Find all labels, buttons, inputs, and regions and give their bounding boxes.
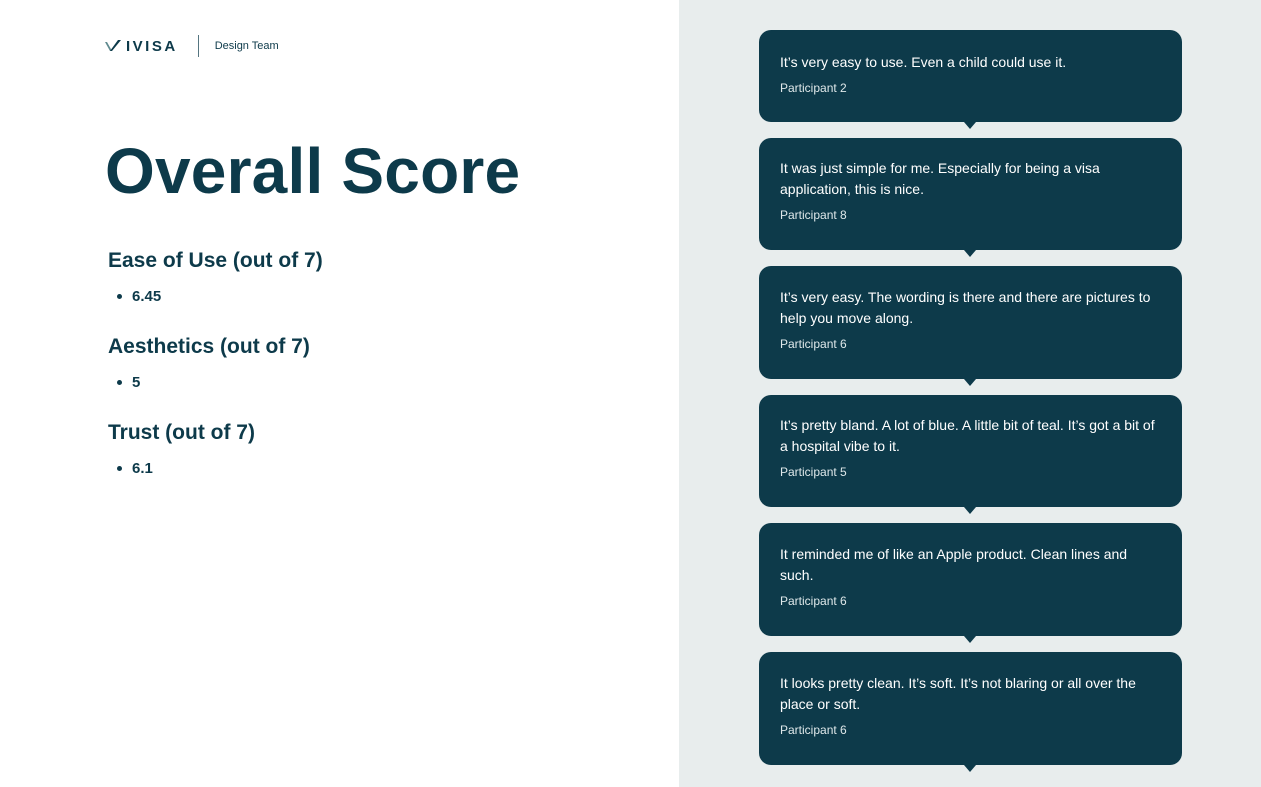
bullet-icon: [117, 380, 122, 385]
quote-author: Participant 8: [780, 208, 847, 222]
logo-text: IVISA: [126, 37, 178, 55]
ivisa-check-logo-icon: [104, 39, 122, 53]
quote-bubble: [759, 395, 1182, 507]
metric-value-row: [117, 374, 310, 391]
metric-label: Aesthetics (out of 7): [108, 335, 310, 358]
metric-label: Trust (out of 7): [108, 421, 255, 444]
quote-text: It was just simple for me. Especially for being a visa application, this is nice.: [780, 160, 1100, 197]
team-label: Design Team: [214, 40, 279, 52]
metric-ease-of-use: [108, 249, 323, 305]
ivisa-logo: [104, 38, 178, 55]
quote-bubble: [759, 30, 1182, 122]
quote-text: It’s pretty bland. A lot of blue. A little bit of teal. It’s got a bit of a hospital vibe to it.: [780, 417, 1155, 454]
metric-value: 6.1: [132, 460, 153, 477]
bullet-icon: [117, 294, 122, 299]
quote-author: Participant 6: [780, 723, 847, 737]
metric-value-row: [117, 460, 255, 477]
quote-bubble: [759, 266, 1182, 379]
quote-text: It’s very easy. The wording is there and there are pictures to help you move along.: [780, 289, 1151, 326]
metric-value-row: [117, 288, 323, 305]
quote-text: It reminded me of like an Apple product. Clean lines and such.: [780, 546, 1128, 583]
metric-value: 5: [132, 374, 141, 391]
quote-author: Participant 2: [780, 81, 847, 95]
metric-trust: [108, 421, 255, 477]
quote-text: It looks pretty clean. It’s soft. It’s not blaring or all over the place or soft.: [780, 675, 1136, 712]
quote-text: It’s very easy to use. Even a child could use it.: [780, 54, 1067, 70]
quote-bubble: [759, 523, 1182, 636]
brand-header: [104, 36, 279, 56]
bullet-icon: [117, 466, 122, 471]
quote-author: Participant 6: [780, 337, 847, 351]
metric-value: 6.45: [132, 288, 162, 305]
metric-aesthetics: [108, 335, 310, 391]
quote-bubble: [759, 138, 1182, 250]
quote-author: Participant 6: [780, 594, 847, 608]
page-title: Overall Score: [105, 135, 521, 207]
metric-label: Ease of Use (out of 7): [108, 249, 323, 272]
brand-divider: [198, 35, 199, 57]
quote-author: Participant 5: [780, 465, 847, 479]
quote-bubble: [759, 652, 1182, 765]
